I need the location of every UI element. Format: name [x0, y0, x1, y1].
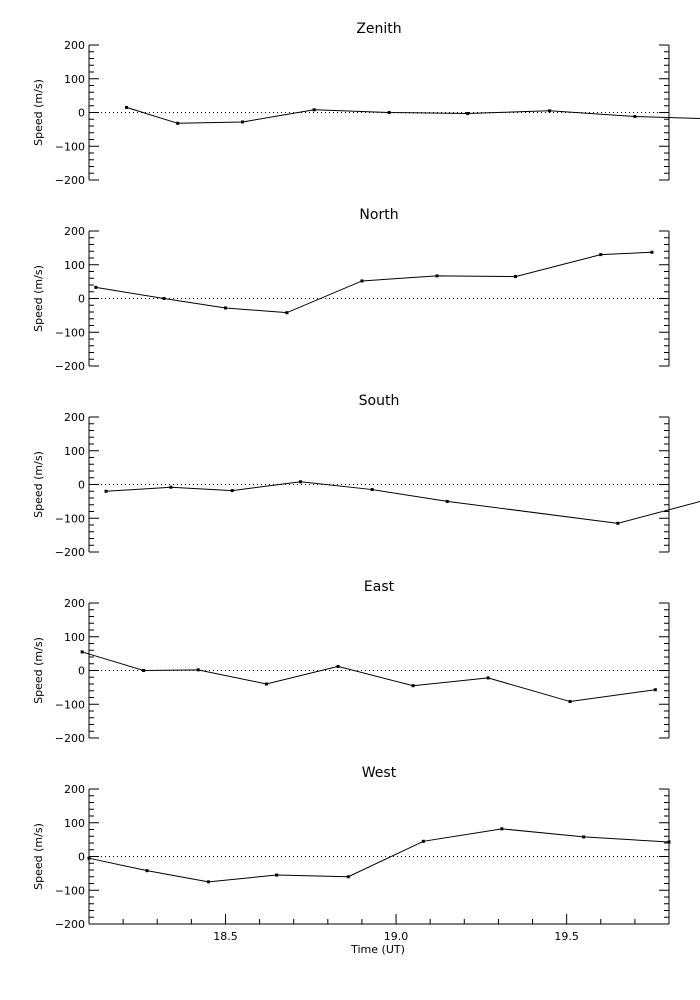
data-point — [487, 676, 490, 679]
panel-title: West — [361, 765, 397, 781]
data-point — [650, 251, 653, 254]
panel-0 — [32, 21, 700, 187]
data-point — [582, 835, 585, 838]
y-tick-label: 100 — [64, 72, 85, 86]
data-point — [81, 650, 84, 653]
x-tick-label: 18.5 — [213, 930, 238, 943]
y-tick-label: 100 — [64, 444, 85, 458]
y-tick-label: 0 — [78, 106, 85, 120]
y-tick-label: 100 — [64, 816, 85, 830]
y-tick-label: −100 — [54, 884, 85, 898]
y-tick-label: −100 — [54, 698, 85, 712]
data-point — [599, 253, 602, 256]
panel-4 — [32, 765, 671, 956]
panel-title: Zenith — [356, 21, 402, 37]
x-tick-label: 19.0 — [383, 930, 409, 943]
y-tick-label: 0 — [78, 292, 85, 306]
y-axis-label: Speed (m/s) — [32, 637, 45, 704]
panel-title: North — [359, 207, 399, 223]
series-line — [127, 107, 700, 123]
y-tick-label: −200 — [54, 546, 85, 559]
data-point — [436, 274, 439, 277]
y-axis-label: Speed (m/s) — [32, 823, 45, 890]
y-tick-label: −100 — [54, 326, 85, 340]
y-tick-label: 0 — [78, 664, 85, 678]
data-point — [347, 875, 350, 878]
data-point — [668, 840, 671, 843]
y-tick-label: −200 — [54, 360, 85, 373]
series-line — [96, 252, 652, 312]
data-point — [313, 108, 316, 111]
y-axis-label: Speed (m/s) — [32, 79, 45, 146]
y-tick-label: −200 — [54, 732, 85, 745]
data-point — [299, 480, 302, 483]
data-point — [548, 109, 551, 112]
y-tick-label: 0 — [78, 478, 85, 492]
data-point — [163, 297, 166, 300]
y-axis-label: Speed (m/s) — [32, 451, 45, 518]
y-tick-label: 100 — [64, 258, 85, 272]
panel-1 — [32, 207, 669, 373]
data-point — [514, 275, 517, 278]
data-point — [360, 279, 363, 282]
data-point — [412, 684, 415, 687]
data-point — [633, 115, 636, 118]
data-point — [94, 286, 97, 289]
data-point — [446, 500, 449, 503]
panel-2 — [32, 393, 700, 559]
data-point — [197, 668, 200, 671]
data-point — [105, 490, 108, 493]
data-point — [146, 869, 149, 872]
series-line — [89, 829, 669, 882]
data-point — [371, 488, 374, 491]
y-tick-label: −100 — [54, 512, 85, 526]
data-point — [88, 857, 91, 860]
series-line — [106, 482, 700, 524]
x-tick-label: 19.5 — [554, 930, 579, 943]
series-line — [82, 652, 655, 702]
y-tick-label: −200 — [54, 174, 85, 187]
data-point — [616, 522, 619, 525]
data-point — [569, 700, 572, 703]
data-point — [654, 688, 657, 691]
x-axis-label: Time (UT) — [351, 943, 405, 956]
data-point — [142, 669, 145, 672]
data-point — [275, 874, 278, 877]
y-tick-label: 200 — [64, 597, 85, 610]
data-point — [337, 665, 340, 668]
y-tick-label: 200 — [64, 411, 85, 424]
y-axis-label: Speed (m/s) — [32, 265, 45, 332]
data-point — [231, 489, 234, 492]
y-tick-label: −100 — [54, 140, 85, 154]
data-point — [224, 306, 227, 309]
data-point — [422, 840, 425, 843]
data-point — [125, 106, 128, 109]
data-point — [176, 122, 179, 125]
data-point — [169, 486, 172, 489]
data-point — [241, 120, 244, 123]
panel-3 — [32, 579, 669, 745]
y-tick-label: −200 — [54, 918, 85, 931]
data-point — [285, 311, 288, 314]
data-point — [388, 111, 391, 114]
data-point — [466, 112, 469, 115]
y-tick-label: 0 — [78, 850, 85, 864]
y-tick-label: 200 — [64, 39, 85, 52]
data-point — [265, 683, 268, 686]
data-point — [500, 827, 503, 830]
panel-title: East — [363, 579, 395, 595]
y-tick-label: 200 — [64, 783, 85, 796]
panel-title: South — [358, 393, 400, 409]
y-tick-label: 100 — [64, 630, 85, 644]
y-tick-label: 200 — [64, 225, 85, 238]
data-point — [207, 880, 210, 883]
